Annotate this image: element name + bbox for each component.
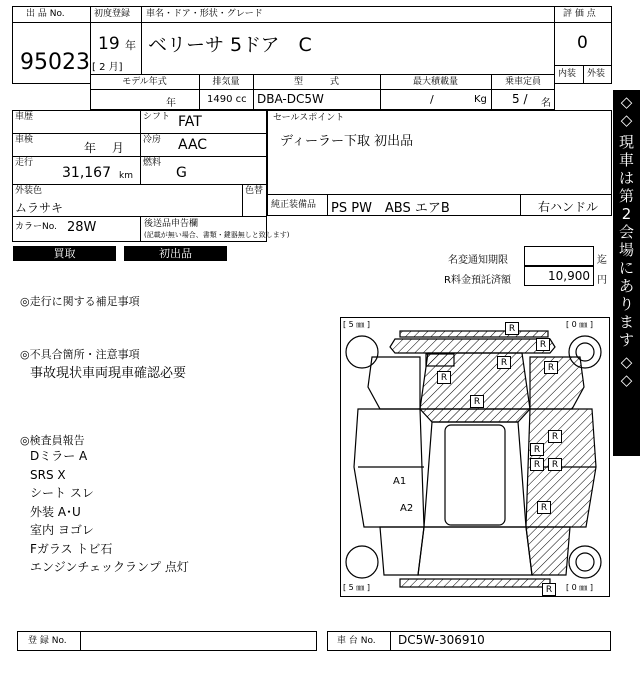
recycle-label: R料金預託済額	[444, 275, 511, 286]
car-name: ベリーサ 5ドア C	[148, 34, 312, 56]
car-name-label: 車名・ドア・形状・グレード	[146, 9, 263, 19]
sidebar-char: す	[618, 331, 634, 349]
sidebar-char: 車	[618, 151, 634, 169]
damage-marker: R	[437, 371, 451, 384]
corner-label-bl: [ 5 ㎜ ]	[343, 583, 370, 592]
first-listing-badge: 初出品	[124, 246, 227, 261]
diamond-icon: ◇	[620, 111, 633, 129]
inspector-line: シート スレ	[30, 486, 94, 500]
capacity-value: 5 /	[512, 92, 528, 106]
buy-badge: 買取	[13, 246, 116, 261]
damage-marker: R	[470, 395, 484, 408]
sidebar-char: 現	[618, 133, 634, 151]
diamond-icon: ◇	[620, 371, 633, 389]
name-change-suffix: 迄	[597, 255, 607, 266]
sidebar-char: 2	[621, 205, 632, 223]
fuel-label: 燃料	[143, 158, 162, 168]
history-label: 車歴	[15, 112, 34, 122]
first-reg-label: 初度登録	[94, 9, 131, 19]
score-label: 評 価 点	[563, 9, 596, 19]
first-reg-year: 19	[98, 34, 120, 54]
year-char: 年	[125, 39, 136, 52]
ac-value: AAC	[178, 137, 208, 153]
sidebar-char: は	[618, 169, 634, 187]
sidebar-char: に	[618, 259, 634, 277]
defects-title: ◎不具合箇所・注意事項	[20, 348, 140, 361]
inspector-line: Fガラス トビ石	[30, 541, 113, 556]
inspector-line: Dミラー A	[30, 449, 88, 463]
reg-no-label: 登 録 No.	[28, 636, 67, 646]
damage-marker: R	[548, 458, 562, 471]
capacity-label: 乗車定員	[504, 77, 541, 87]
damage-marker: R	[530, 458, 544, 471]
model-year-unit: 年	[166, 98, 176, 109]
type-label: 型 式	[293, 77, 339, 87]
damage-marker: R	[548, 430, 562, 443]
diamond-icon: ◇	[620, 353, 633, 371]
damage-marker: R	[542, 583, 556, 596]
sidebar-char: あ	[618, 277, 634, 295]
lot-number: 95023	[20, 50, 90, 75]
shift-value: FAT	[178, 114, 202, 130]
max-load-slash: /	[430, 93, 434, 106]
inspector-line: 外装 A･U	[30, 504, 81, 519]
interior-label: 内装	[558, 69, 577, 79]
corner-label-tl: [ 5 ㎜ ]	[343, 320, 370, 329]
mileage-label: 走行	[15, 158, 34, 168]
corner-label-tr: [ 0 ㎜ ]	[566, 320, 593, 329]
damage-marker: R	[537, 501, 551, 514]
score-value: 0	[577, 33, 588, 53]
recycle-value: 10,900	[548, 269, 590, 283]
first-reg-month: [ 2 月]	[92, 62, 123, 73]
sidebar-char: ま	[618, 313, 634, 331]
a1-marker: A1	[393, 476, 407, 487]
inspection-value: 年 月	[84, 141, 124, 155]
corner-label-br: [ 0 ㎜ ]	[566, 583, 593, 592]
model-year-label: モデル年式	[122, 77, 167, 87]
mileage-value: 31,167	[62, 165, 111, 181]
wheel-rear-right-icon	[569, 546, 601, 578]
inspection-label: 車検	[15, 135, 34, 145]
sidebar-char: 会	[618, 223, 634, 241]
wheel-front-left-icon	[346, 336, 378, 368]
recycle-unit: 円	[597, 275, 607, 286]
ac-label: 冷房	[143, 135, 162, 145]
color-no-label: カラーNo.	[15, 222, 57, 232]
inspector-lines	[30, 447, 189, 577]
docs-note: (記載が無い場合、書類・鍵器無しと致します)	[144, 231, 290, 239]
inspector-title: ◎検査員報告	[20, 434, 85, 447]
inspector-line: 室内 ヨゴレ	[30, 523, 94, 537]
driving-notes-title: ◎走行に関する補足事項	[20, 295, 140, 308]
exterior-label: 外装	[587, 69, 606, 79]
chassis-label: 車 台 No.	[337, 636, 376, 646]
mileage-unit: km	[119, 171, 133, 181]
name-change-label: 名変通知期限	[448, 255, 508, 266]
displacement-value: 1490 cc	[207, 94, 247, 105]
sidebar-char: 場	[618, 241, 634, 259]
a2-marker: A2	[400, 503, 414, 514]
exterior-color-value: ムラサキ	[15, 201, 64, 215]
wheel-rear-left-icon	[346, 546, 378, 578]
shift-label: シフト	[143, 112, 171, 122]
sidebar-char: り	[618, 295, 634, 313]
genuine-equip-label: 純正装備品	[271, 200, 317, 210]
lot-label: 出 品 No.	[26, 9, 65, 19]
defects-text: 事故現状車両現車確認必要	[30, 366, 187, 381]
model-type-value: DBA-DC5W	[257, 92, 324, 106]
exterior-color-label: 外装色	[15, 186, 43, 196]
docs-label: 後送品申告欄	[144, 219, 199, 229]
max-load-label: 最大積載量	[412, 77, 458, 87]
damage-marker: R	[544, 361, 558, 374]
location-sidebar	[613, 90, 640, 456]
displacement-label: 排気量	[212, 77, 240, 87]
sales-point-value: ディーラー下取 初出品	[280, 134, 414, 149]
damage-marker: R	[497, 356, 511, 369]
max-load-unit: Kg	[474, 94, 487, 105]
fuel-value: G	[176, 165, 187, 181]
color-no-value: 28W	[67, 220, 97, 235]
sales-point-label: セールスポイント	[273, 113, 345, 123]
inspector-line: SRS X	[30, 467, 66, 482]
chassis-value: DC5W-306910	[398, 633, 485, 647]
damage-marker: R	[536, 338, 550, 351]
repaint-label: 色替	[245, 186, 264, 196]
genuine-equip-value: PS PW ABS エアB	[331, 201, 450, 216]
diamond-icon: ◇	[620, 93, 633, 111]
car-body-diagram	[340, 317, 610, 597]
name-change-field	[524, 246, 594, 266]
damage-marker: R	[505, 322, 519, 335]
handle-value: 右ハンドル	[538, 200, 599, 214]
capacity-unit: 名	[541, 98, 551, 109]
sidebar-char: 第	[618, 187, 634, 205]
inspector-line: エンジンチェックランプ 点灯	[30, 560, 189, 574]
damage-marker: R	[530, 443, 544, 456]
